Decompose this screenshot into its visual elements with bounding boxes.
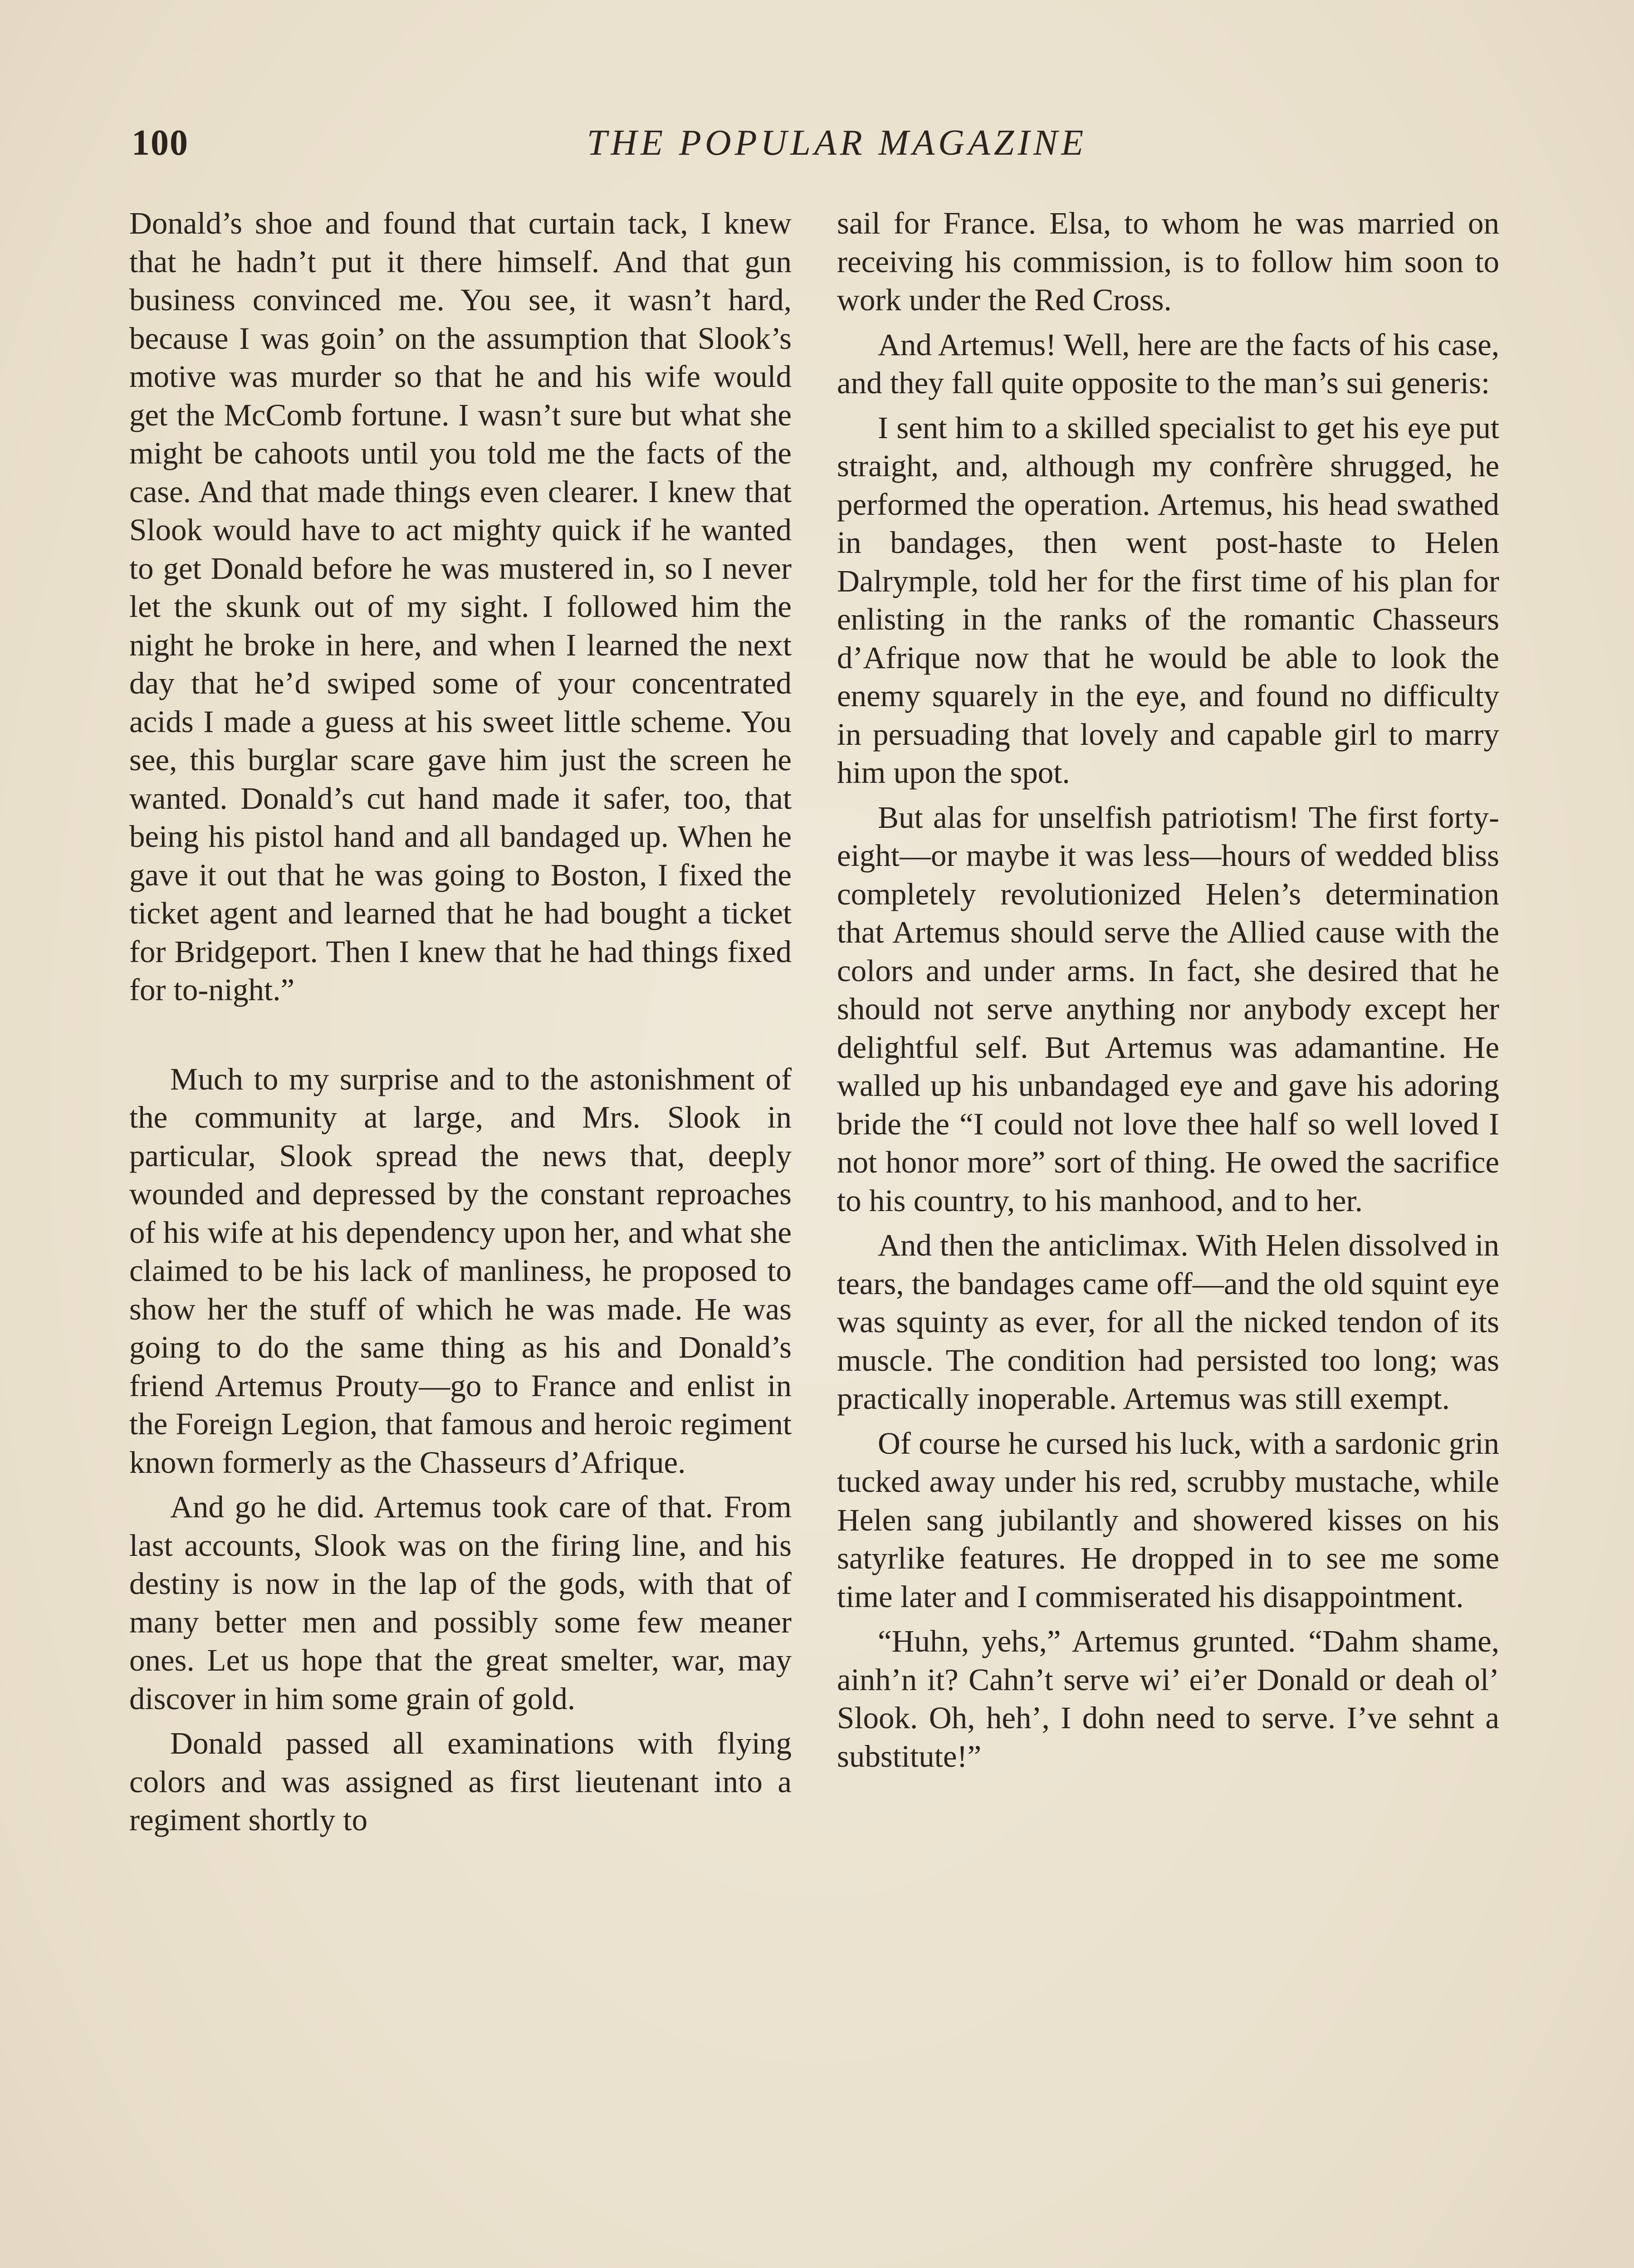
paragraph: And go he did. Artemus took care of that. From last accounts, Slook was on the firing line, and his destiny is now in the lap of the gods, with that of many better men and possibly some few meaner ones. Let us hope that the great smelter, war, may discover in him some grain of gold. (129, 1490, 792, 1716)
paragraph: But alas for unselfish patriotism! The first forty-eight—or maybe it was less—hours of wedded bliss completely revolutionized Helen’s determination that Artemus should serve the Allied cause with the colors and under arms. In fact, she desired that he should not serve anything nor anybody except her delightful self. But Artemus was adamantine. He walled up his unbandaged eye and gave his adoring bride the “I could not love thee half so well loved I not honor more” sort of thing. He owed the sacrifice to his country, to his manhood, and to her. (837, 800, 1499, 1218)
paragraph: “Huhn, yehs,” Artemus grunted. “Dahm shame, ainh’n it? Cahn’t serve wi’ ei’er Donald or deah ol’ Slook. Oh, heh’, I dohn need to serve. I’ve sehnt a substitute!” (837, 1624, 1499, 1774)
right-column (837, 204, 1499, 1775)
paragraph: I sent him to a skilled specialist to get his eye put straight, and, although my confrère shrugged, he performed the operation. Artemus, his head swathed in bandages, then went post-haste to Helen Dalrymple, told her for the first time of his plan for enlisting in the ranks of the romantic Chasseurs d’Afrique now that he would be able to look the enemy squarely in the eye, and found no difficulty in persuading that lovely and capable girl to marry him upon the spot. (837, 410, 1499, 790)
paragraph: And Artemus! Well, here are the facts of his case, and they fall quite opposite to the man’s sui generis: (837, 327, 1499, 400)
paragraph: Donald’s shoe and found that curtain tack, I knew that he hadn’t put it there himself. And that gun business convinced me. You see, it wasn’t hard, because I was goin’ on the assumption that Slook’s motive was murder so that he and his wife would get the McComb fortune. I wasn’t sure but what she might be cahoots until you told me the facts of the case. And that made things even clearer. I knew that Slook would have to act mighty quick if he wanted to get Donald before he was mustered in, so I never let the skunk out of my sight. I followed him the night he broke in here, and when I learned the next day that he’d swiped some of your concentrated acids I made a guess at his sweet little scheme. You see, this burglar scare gave him just the screen he wanted. Donald’s cut hand made it safer, too, that being his pistol hand and all bandaged up. When he gave it out that he was going to Boston, I fixed the ticket agent and learned that he had bought a ticket for Bridgeport. Then I knew that he had things fixed for to-night.” (129, 206, 792, 1007)
paragraph: Of course he cursed his luck, with a sardonic grin tucked away under his red, scrubby mustache, while Helen sang jubilantly and showered kisses on his satyrlike features. He dropped in to see me some time later and I commiserated his disappointment. (837, 1426, 1499, 1614)
paragraph: And then the anticlimax. With Helen dissolved in tears, the bandages came off—and the old squint eye was squinty as ever, for all the nicked tendon of its muscle. The condition had persisted too long; was practically inoperable. Artemus was still exempt. (837, 1228, 1499, 1416)
left-column (129, 204, 792, 1839)
running-title: THE POPULAR MAGAZINE (587, 123, 1087, 163)
paragraph: Much to my surprise and to the astonishment of the community at large, and Mrs. Slook in particular, Slook spread the news that, deeply wounded and depressed by the constant reproaches of his wife at his dependency upon her, and what she claimed to be his lack of manliness, he proposed to show her the stuff of which he was made. He was going to do the same thing as his and Donald’s friend Artemus Prouty—go to France and enlist in the Foreign Legion, that famous and heroic regiment known formerly as the Chasseurs d’Afrique. (129, 1061, 792, 1480)
paragraph: Donald passed all examinations with flying colors and was assigned as first lieutenant into a regiment shortly to (129, 1726, 792, 1837)
page-header (132, 122, 1515, 172)
page-number: 100 (132, 123, 189, 163)
paragraph: sail for France. Elsa, to whom he was married on receiving his commission, is to follow him soon to work under the Red Cross. (837, 206, 1499, 317)
